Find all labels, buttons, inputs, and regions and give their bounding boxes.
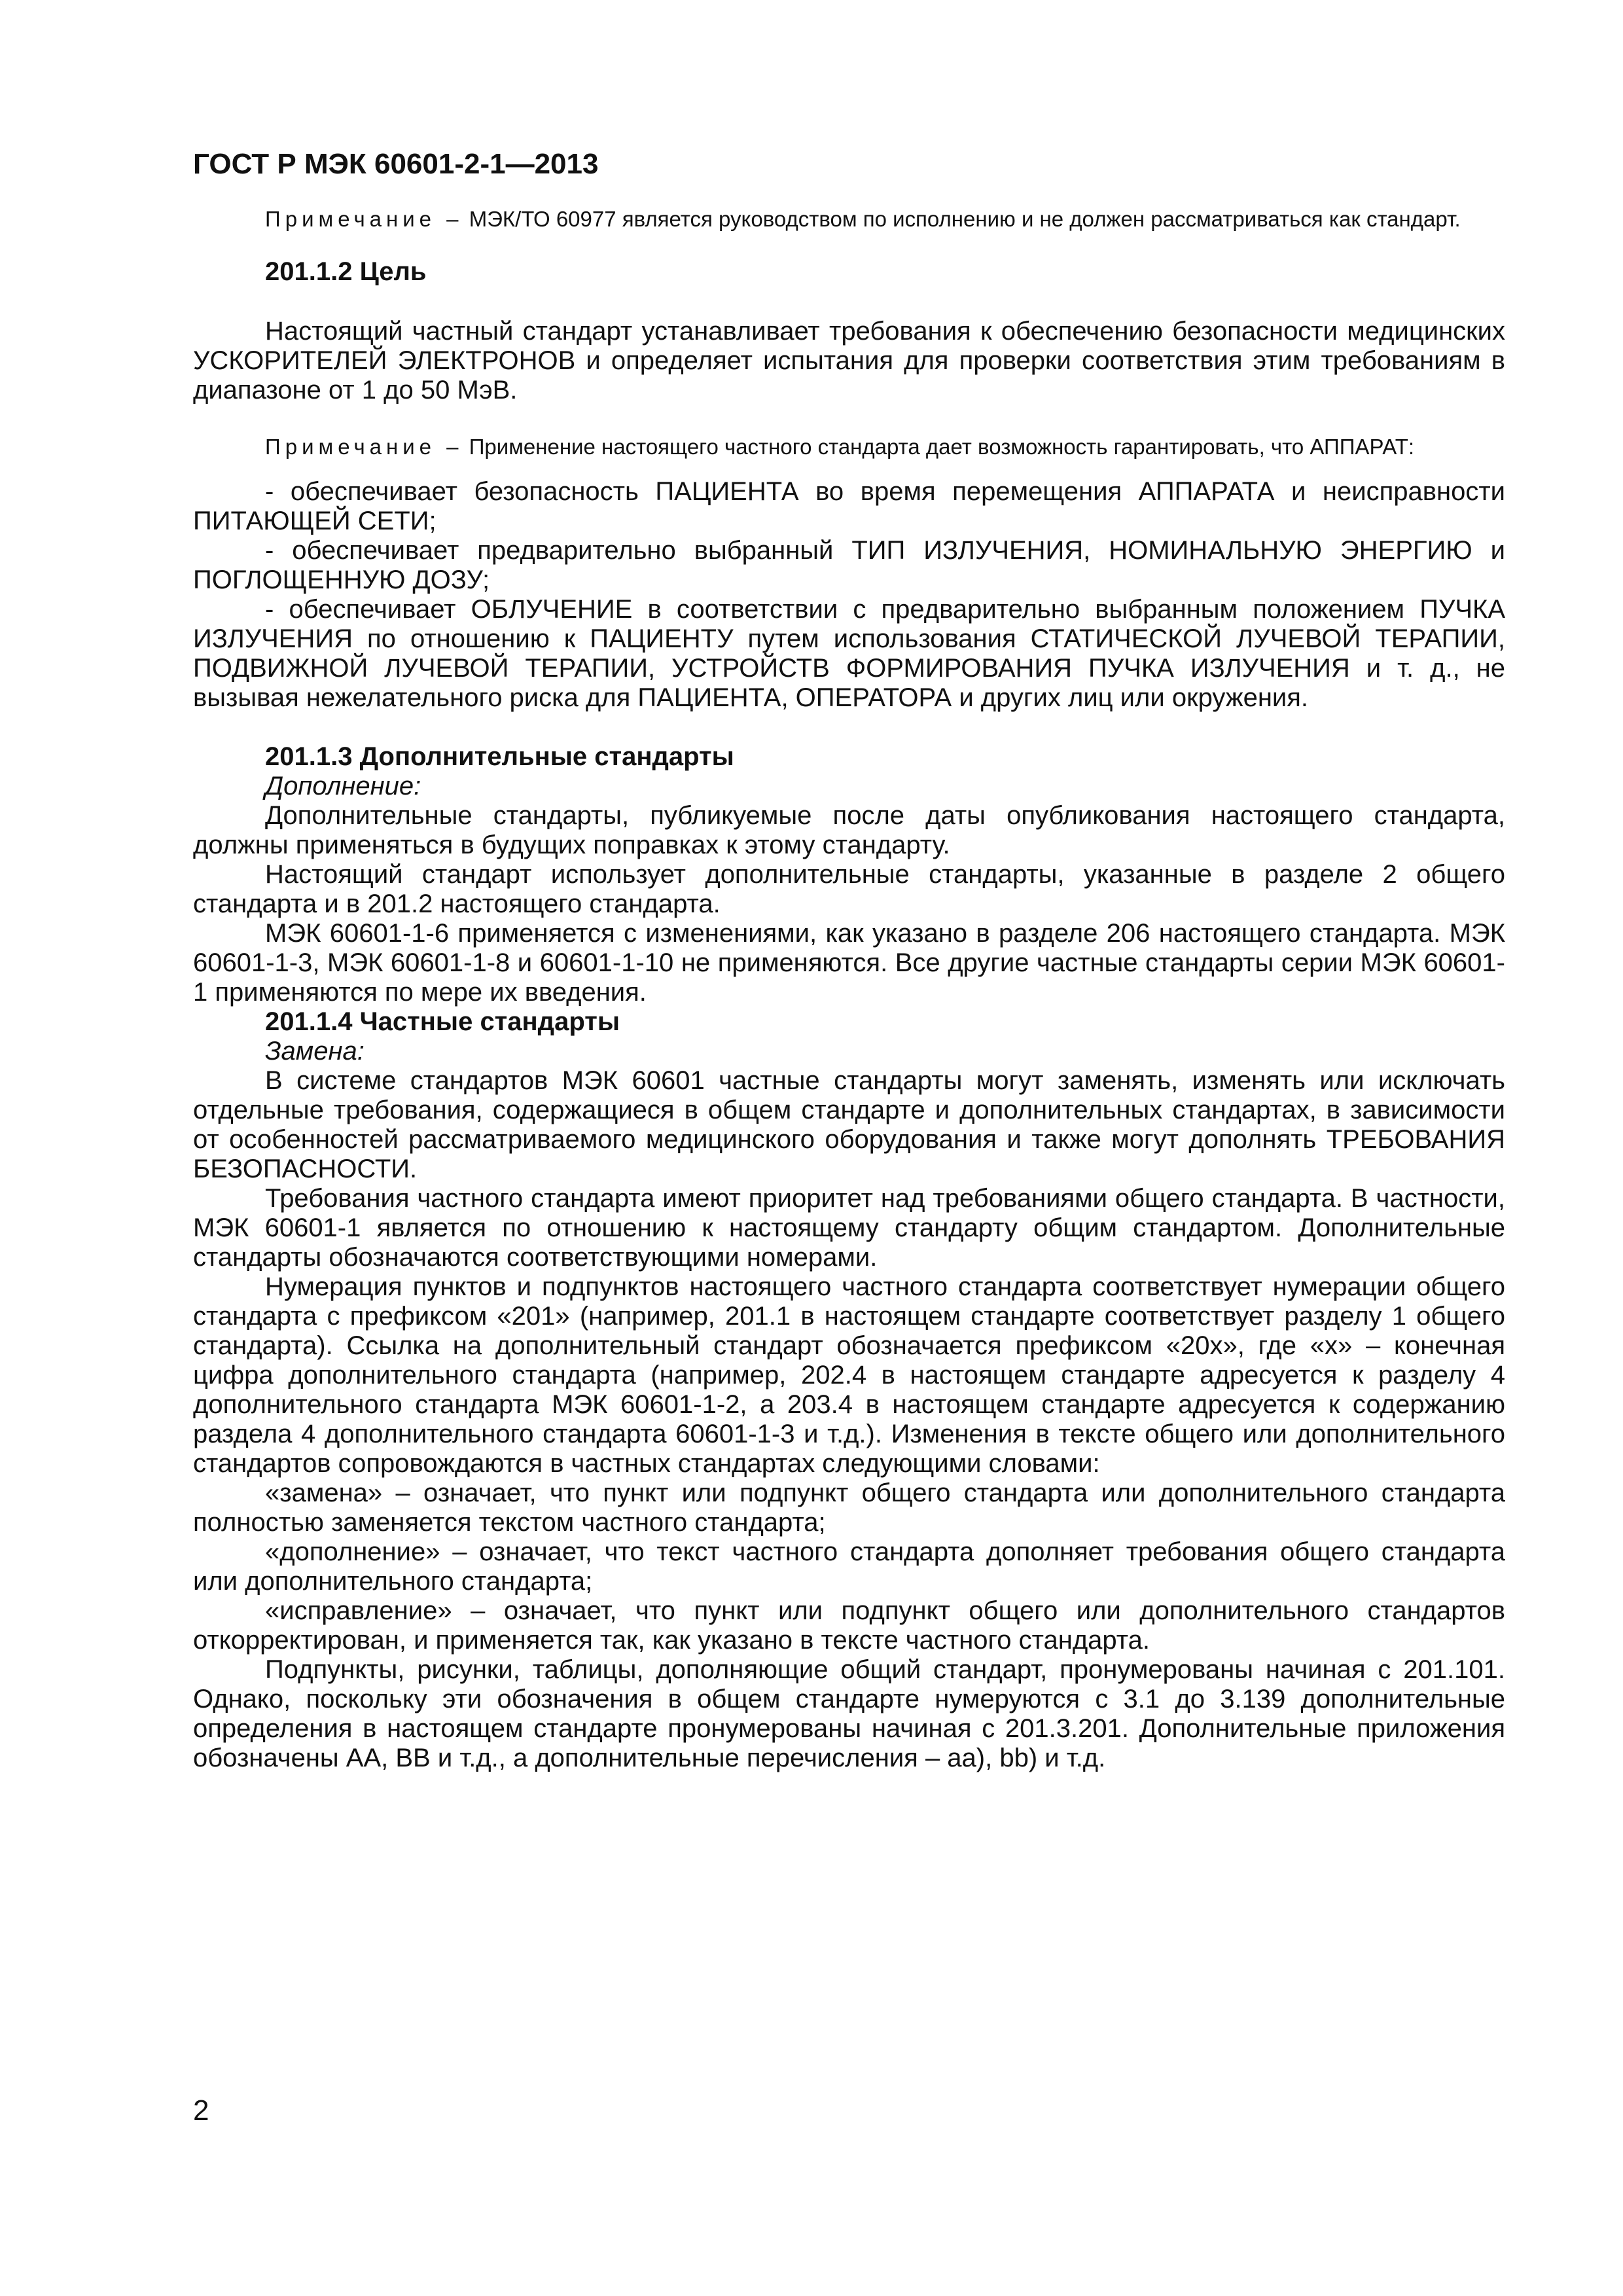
paragraph-201-1-4-6: «исправление» – означает, что пункт или подпункт общего или дополнительного стандартов откорректирован, и применяется так, как указано в тексте частного стандарта. — [193, 1596, 1505, 1655]
list-item: - обеспечивает безопасность ПАЦИЕНТА во время перемещения АППАРАТА и неисправности ПИТАЮЩЕЙ СЕТИ; — [193, 477, 1505, 535]
document-page — [193, 147, 1505, 1773]
note-2-text: Применение настоящего частного стандарта дает возможность гарантировать, что АППАРАТ: — [469, 435, 1415, 459]
note-1 — [193, 206, 1505, 232]
document-header: ГОСТ Р МЭК 60601-2-1—2013 — [193, 148, 599, 180]
list-item: - обеспечивает ОБЛУЧЕНИЕ в соответствии с предварительно выбранным положением ПУЧКА ИЗЛУЧЕНИЯ по отношению к ПАЦИЕНТУ путем использования СТАТИЧЕСКОЙ ЛУЧЕВОЙ ТЕРАПИИ, ПОДВИЖНОЙ ЛУЧЕВОЙ ТЕРАПИИ, УСТРОЙСТВ ФОРМИРОВАНИЯ ПУЧКА ИЗЛУЧЕНИЯ и т. д., не вызывая нежелательного риска для ПАЦИЕНТА, ОПЕРАТОРА и других лиц или окружения. — [193, 595, 1505, 712]
section-heading-201-1-3: 201.1.3 Дополнительные стандарты — [265, 742, 734, 771]
section-heading-201-1-2: 201.1.2 Цель — [265, 257, 427, 286]
paragraph-201-1-3-2: Настоящий стандарт использует дополнительные стандарты, указанные в разделе 2 общего стандарта и в 201.2 настоящего стандарта. — [193, 860, 1505, 918]
amendment-label: Дополнение: — [265, 772, 421, 800]
section-heading-201-1-4: 201.1.4 Частные стандарты — [265, 1007, 620, 1036]
paragraph-201-1-2-1: Настоящий частный стандарт устанавливает требования к обеспечению безопасности медицинских УСКОРИТЕЛЕЙ ЭЛЕКТРОНОВ и определяет испытания для проверки соответствия этим требованиям в диапазоне от 1 до 50 МэВ. — [193, 317, 1505, 404]
paragraph-201-1-4-4: «замена» – означает, что пункт или подпункт общего стандарта или дополнительного стандарта полностью заменяется текстом частного стандарта; — [193, 1479, 1505, 1537]
note-1-text: МЭК/ТО 60977 является руководством по исполнению и не должен рассматриваться как стандарт. — [469, 207, 1461, 231]
replacement-label: Замена: — [265, 1037, 365, 1066]
note-2-label: Примечание – — [265, 435, 463, 459]
paragraph-201-1-3-3: МЭК 60601-1-6 применяется с изменениями, как указано в разделе 206 настоящего стандарта. МЭК 60601-1-3, МЭК 60601-1-8 и 60601-1-10 не применяются. Все другие частные стандарты серии МЭК 60601-1 применяются по мере их введения. — [193, 919, 1505, 1007]
note-2 — [193, 434, 1505, 460]
paragraph-201-1-3-1: Дополнительные стандарты, публикуемые после даты опубликования настоящего стандарта, должны применяться в будущих поправках к этому стандарту. — [193, 801, 1505, 859]
paragraph-201-1-4-7: Подпункты, рисунки, таблицы, дополняющие общий стандарт, пронумерованы начиная с 201.101. Однако, поскольку эти обозначения в общем стандарте нумеруются с 3.1 до 3.139 дополнительные определения в настоящем стандарте пронумерованы начиная с 201.3.201. Дополнительные приложения обозначены АА, ВВ и т.д., а дополнительные перечисления – аа), bb) и т.д. — [193, 1655, 1505, 1772]
list-item: - обеспечивает предварительно выбранный ТИП ИЗЛУЧЕНИЯ, НОМИНАЛЬНУЮ ЭНЕРГИЮ и ПОГЛОЩЕННУЮ ДОЗУ; — [193, 536, 1505, 594]
page-number: 2 — [193, 2094, 209, 2126]
paragraph-201-1-4-5: «дополнение» – означает, что текст частного стандарта дополняет требования общего стандарта или дополнительного стандарта; — [193, 1537, 1505, 1596]
paragraph-201-1-4-3: Нумерация пунктов и подпунктов настоящего частного стандарта соответствует нумерации общего стандарта с префиксом «201» (например, 201.1 в настоящем стандарте соответствует разделу 1 общего стандарта). Ссылка на дополнительный стандарт обозначается префиксом «20x», где «x» – конечная цифра дополнительного стандарта (например, 202.4 в настоящем стандарте адресуется к разделу 4 дополнительного стандарта МЭК 60601-1-2, а 203.4 в настоящем стандарте адресуется к содержанию раздела 4 дополнительного стандарта 60601-1-3 и т.д.). Изменения в тексте общего или дополнительного стандартов сопровождаются в частных стандартах следующими словами: — [193, 1272, 1505, 1478]
note-1-label: Примечание – — [265, 207, 463, 231]
paragraph-201-1-4-2: Требования частного стандарта имеют приоритет над требованиями общего стандарта. В частности, МЭК 60601-1 является по отношению к настоящему стандарту общим стандартом. Дополнительные стандарты обозначаются соответствующими номерами. — [193, 1184, 1505, 1272]
paragraph-201-1-4-1: В системе стандартов МЭК 60601 частные стандарты могут заменять, изменять или исключать отдельные требования, содержащиеся в общем стандарте и дополнительных стандартах, в зависимости от особенностей рассматриваемого медицинского оборудования и также могут дополнять ТРЕБОВАНИЯ БЕЗОПАСНОСТИ. — [193, 1066, 1505, 1183]
